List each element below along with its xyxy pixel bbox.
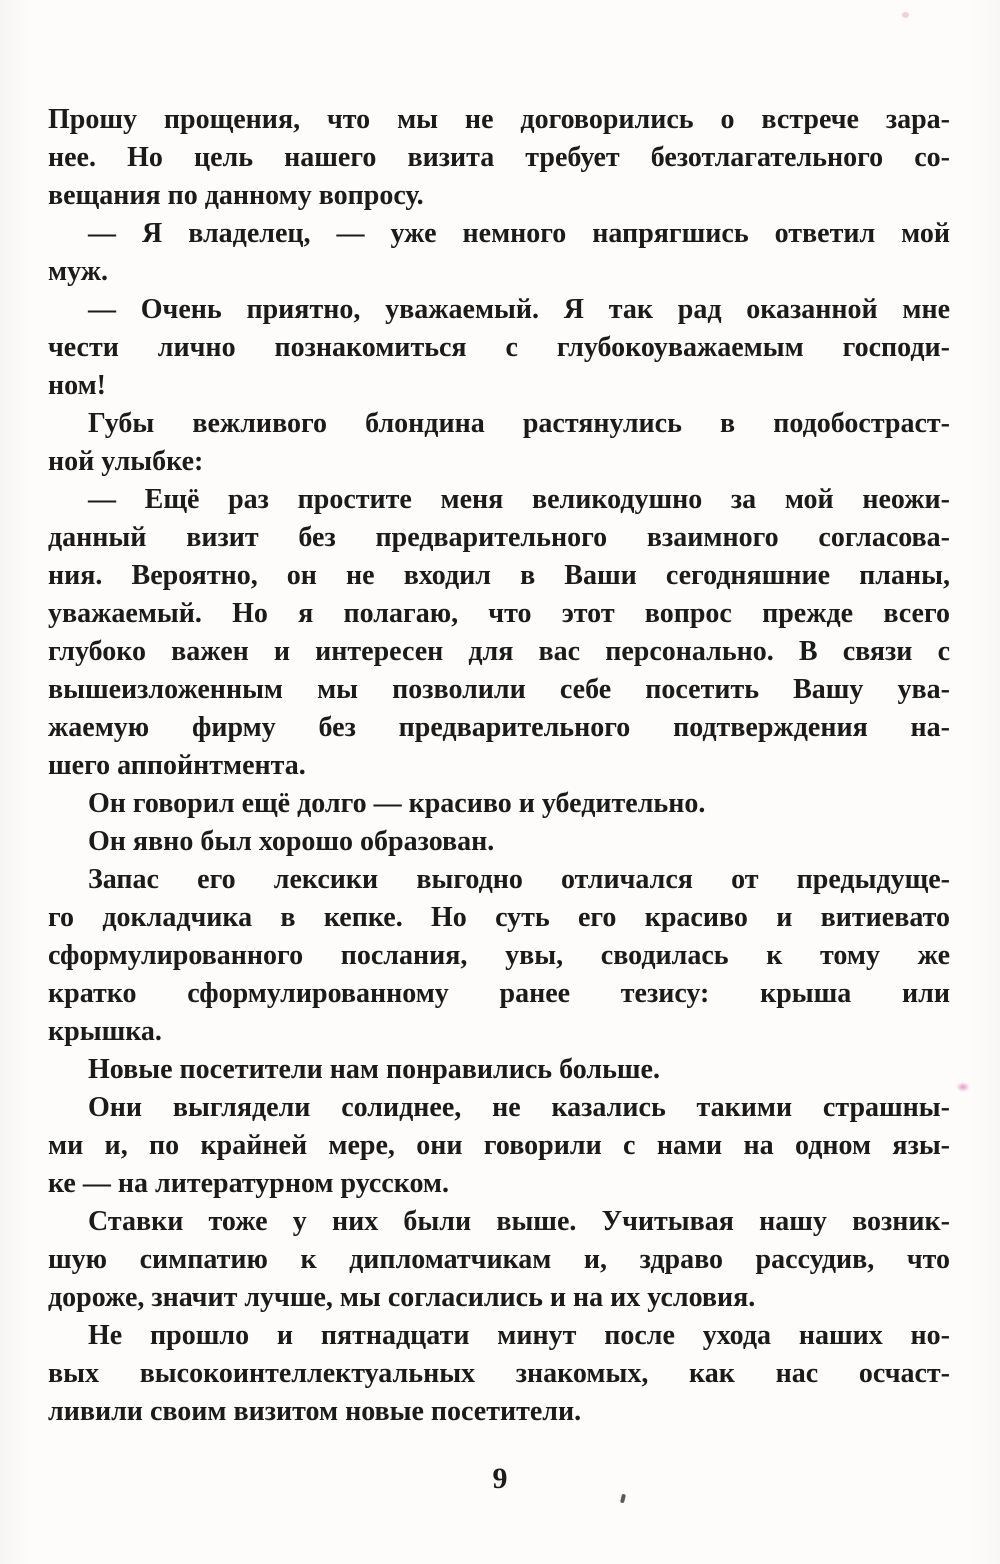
paragraph xyxy=(48,1317,950,1431)
text-line: ном! xyxy=(48,370,106,401)
text-line: чести лично познакомиться с глубокоуважаемым господи- xyxy=(48,332,950,363)
page-text-block xyxy=(48,101,950,1431)
paragraph xyxy=(48,1203,950,1317)
scan-artifact xyxy=(956,1082,970,1092)
paragraph xyxy=(48,785,950,823)
text-line: Ставки тоже у них были выше. Учитывая нашу возник- xyxy=(88,1206,950,1237)
paragraph xyxy=(48,823,950,861)
text-line: Не прошло и пятнадцати минут после ухода наших но- xyxy=(88,1320,950,1351)
text-line: нее. Но цель нашего визита требует безотлагательного со- xyxy=(48,142,950,173)
text-line: ной улыбке: xyxy=(48,446,204,477)
paragraph xyxy=(48,1051,950,1089)
text-line: го докладчика в кепке. Но суть его красиво и витиевато xyxy=(48,902,950,933)
text-line: шего аппойнтмента. xyxy=(48,750,306,781)
text-line: ке — на литературном русском. xyxy=(48,1168,449,1199)
text-line: вышеизложенным мы позволили себе посетить Вашу ува- xyxy=(48,674,950,705)
text-line: данный визит без предварительного взаимного согласова- xyxy=(48,522,950,553)
text-line: уважаемый. Но я полагаю, что этот вопрос прежде всего xyxy=(48,598,950,629)
text-line: ния. Вероятно, он не входил в Ваши сегодняшние планы, xyxy=(48,560,950,591)
text-line: муж. xyxy=(48,256,109,287)
text-line: глубоко важен и интересен для вас персонально. В связи с xyxy=(48,636,950,667)
text-line: — Я владелец, — уже немного напрягшись ответил мой xyxy=(88,218,950,249)
text-line: Он говорил ещё долго — красиво и убедительно. xyxy=(88,788,706,819)
paragraph xyxy=(48,291,950,405)
text-line: ливили своим визитом новые посетители. xyxy=(48,1396,582,1427)
text-line: вых высокоинтеллектуальных знакомых, как нас осчаст- xyxy=(48,1358,950,1389)
text-line: Они выглядели солиднее, не казались такими страшны- xyxy=(88,1092,950,1123)
text-line: Губы вежливого блондина растянулись в подобостраст- xyxy=(88,408,950,439)
text-line: Новые посетители нам понравились больше. xyxy=(88,1054,660,1085)
paragraph xyxy=(48,215,950,291)
paragraph xyxy=(48,1089,950,1203)
text-line: вещания по данному вопросу. xyxy=(48,180,424,211)
text-line: — Очень приятно, уважаемый. Я так рад оказанной мне xyxy=(88,294,950,325)
paragraph xyxy=(48,481,950,785)
paragraph xyxy=(48,405,950,481)
text-line: Запас его лексики выгодно отличался от предыдуще- xyxy=(88,864,950,895)
text-line: Он явно был хорошо образован. xyxy=(88,826,495,857)
paragraph xyxy=(48,101,950,215)
text-line: кратко сформулированному ранее тезису: крыша или xyxy=(48,978,950,1009)
text-line: крышка. xyxy=(48,1016,162,1047)
text-line: сформулированного послания, увы, сводилась к тому же xyxy=(48,940,950,971)
text-line: — Ещё раз простите меня великодушно за мой неожи- xyxy=(88,484,950,515)
paragraph xyxy=(48,861,950,1051)
text-line: Прошу прощения, что мы не договорились о встрече зара- xyxy=(48,104,950,135)
text-line: ми и, по крайней мере, они говорили с нами на одном язы- xyxy=(48,1130,950,1161)
text-line: дороже, значит лучше, мы согласились и на их условия. xyxy=(48,1282,756,1313)
scan-artifact xyxy=(902,12,909,18)
text-line: шую симпатию к дипломатчикам и, здраво рассудив, что xyxy=(48,1244,950,1275)
text-line: жаемую фирму без предварительного подтверждения на- xyxy=(48,712,950,743)
page-number: 9 xyxy=(492,1462,508,1495)
